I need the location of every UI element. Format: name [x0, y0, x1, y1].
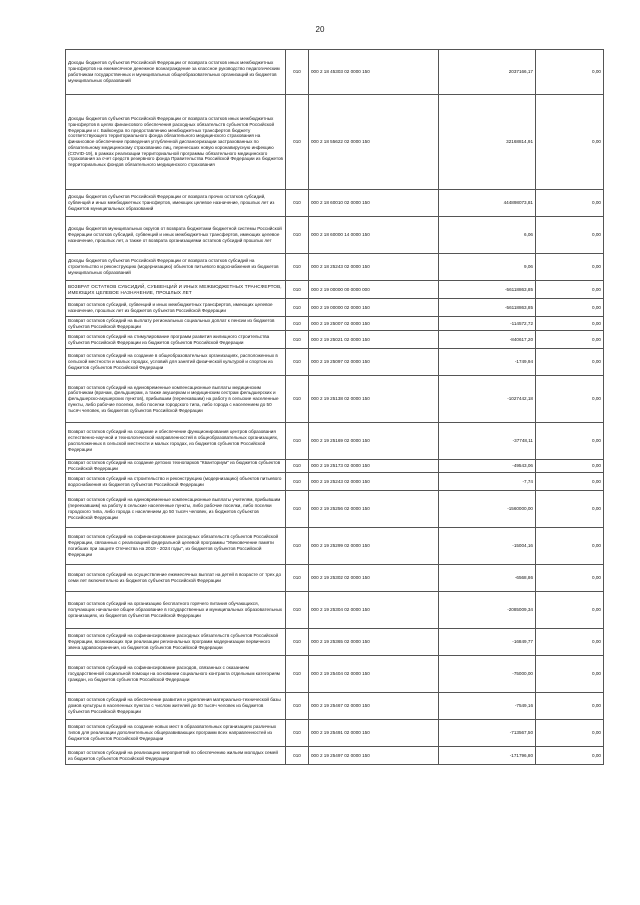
row-name-cell: Возврат остатков субсидий на создание и обеспечение функционирования центров образования естественно-научной и технологической направленностей в общеобразовательных организациях, расположенных в сельской местности и малых городах, из бюджетов субъектов Российской Федерации	[66, 423, 286, 460]
row-executed-cell: 32168814,91	[439, 95, 536, 190]
row-percent-cell: 0,00	[536, 349, 604, 376]
row-line-code-cell: 010	[286, 331, 309, 349]
row-name-cell: Доходы бюджетов субъектов Российской Федерации от возврата остатков субсидий на строительство и реконструкцию (модернизацию) объектов питьевого водоснабжения из бюджетов муниципальных образований	[66, 254, 286, 281]
row-executed-cell: 2037166,17	[439, 50, 536, 95]
row-name-cell: Возврат остатков субсидий на обеспечение развития и укрепления материально-технической базы домов культуры в населенных пунктах с числом жителей до 50 тысяч человек из бюджетов субъектов Российской Федерации	[66, 693, 286, 720]
row-line-code-cell: 010	[286, 720, 309, 747]
row-executed-cell: -1560000,00	[439, 491, 536, 528]
row-executed-cell: -114572,72	[439, 317, 536, 331]
row-line-code-cell: 010	[286, 317, 309, 331]
row-name-cell: Возврат остатков субсидий на стимулирование программ развития жилищного строительства субъектов Российской Федерации из бюджетов субъектов Российской Федерации	[66, 331, 286, 349]
row-name-cell: Возврат остатков субсидий на единовременные компенсационные выплаты учителям, прибывшим (переехавшим) на работу в сельские населенные пункты, либо рабочие поселки, либо поселки городского типа, либо города с населением до 50 тысяч человек, из бюджетов субъектов Российской Федерации	[66, 491, 286, 528]
row-line-code-cell: 010	[286, 565, 309, 592]
row-percent-cell: 0,00	[536, 281, 604, 299]
row-income-code-cell: 000 2 19 25021 02 0000 150	[309, 331, 439, 349]
row-line-code-cell: 010	[286, 95, 309, 190]
row-income-code-cell: 000 2 19 25302 02 0000 150	[309, 565, 439, 592]
row-percent-cell: 0,00	[536, 693, 604, 720]
row-income-code-cell: 000 2 18 55622 02 0000 150	[309, 95, 439, 190]
table-row	[66, 565, 604, 592]
table-row	[66, 376, 604, 423]
row-percent-cell: 0,00	[536, 190, 604, 217]
table-row	[66, 349, 604, 376]
row-executed-cell: -713567,50	[439, 720, 536, 747]
row-line-code-cell: 010	[286, 473, 309, 491]
row-percent-cell: 0,00	[536, 473, 604, 491]
table-row	[66, 331, 604, 349]
row-line-code-cell: 010	[286, 190, 309, 217]
row-percent-cell: 0,00	[536, 565, 604, 592]
row-executed-cell: -6568,86	[439, 565, 536, 592]
row-name-cell: Возврат остатков субсидий, субвенций и иных межбюджетных трансфертов, имеющих целевое назначение, прошлых лет из бюджетов субъектов Российской Федерации	[66, 299, 286, 317]
row-line-code-cell: 010	[286, 254, 309, 281]
row-income-code-cell: 000 2 19 25365 02 0000 150	[309, 629, 439, 656]
row-executed-cell: -1027442,18	[439, 376, 536, 423]
row-line-code-cell: 010	[286, 50, 309, 95]
row-percent-cell: 0,00	[536, 491, 604, 528]
row-name-cell: Возврат остатков субсидий на выплату региональных социальных доплат к пенсии из бюджетов субъектов Российской Федерации	[66, 317, 286, 331]
row-line-code-cell: 010	[286, 629, 309, 656]
table-row	[66, 217, 604, 254]
table-row	[66, 317, 604, 331]
row-line-code-cell: 010	[286, 693, 309, 720]
row-income-code-cell: 000 2 19 25404 02 0000 150	[309, 656, 439, 693]
table-row	[66, 460, 604, 473]
table-row	[66, 491, 604, 528]
row-line-code-cell: 010	[286, 299, 309, 317]
row-name-cell: Доходы бюджетов субъектов Российской Федерации от возврата остатков иных межбюджетных трансфертов в целях финансового обеспечения расходных обязательств субъектов Российской Федерации и г. Байконура по предоставлению межбюджетных трансфертов бюджету соответствующего территориального фонда обязательного медицинского страхования на финансовое обеспечение проведения углубленной диспансеризации застрахованных по обязательному медицинскому страхованию лиц, перенесших новую коронавирусную инфекцию (COVID-19), в рамках реализации территориальной программы обязательного медицинского страхования за счет средств резервного фонда Правительства Российской Федерации из бюджетов территориальных фондов обязательного медицинского страхования	[66, 95, 286, 190]
table-row	[66, 528, 604, 565]
row-percent-cell: 0,00	[536, 747, 604, 765]
row-income-code-cell: 000 2 18 25243 02 0000 150	[309, 254, 439, 281]
row-executed-cell: -16849,77	[439, 629, 536, 656]
table-row	[66, 50, 604, 95]
row-percent-cell: 0,00	[536, 376, 604, 423]
row-executed-cell: 6,06	[439, 217, 536, 254]
revenue-table	[65, 49, 604, 765]
row-income-code-cell: 000 2 19 25256 02 0000 150	[309, 491, 439, 528]
row-income-code-cell: 000 2 19 25097 02 0000 150	[309, 349, 439, 376]
row-income-code-cell: 000 2 18 60000 14 0000 150	[309, 217, 439, 254]
row-line-code-cell: 010	[286, 656, 309, 693]
row-line-code-cell: 010	[286, 217, 309, 254]
table-row	[66, 281, 604, 299]
row-line-code-cell: 010	[286, 747, 309, 765]
row-income-code-cell: 000 2 18 60010 02 0000 150	[309, 190, 439, 217]
row-executed-cell: -7549,16	[439, 693, 536, 720]
row-percent-cell: 0,00	[536, 528, 604, 565]
table-row	[66, 747, 604, 765]
row-line-code-cell: 010	[286, 592, 309, 629]
row-percent-cell: 0,00	[536, 95, 604, 190]
row-name-cell: Возврат остатков субсидий на реализацию мероприятий по обеспечению жильем молодых семей из бюджетов субъектов Российской Федерации	[66, 747, 286, 765]
row-executed-cell: -1749,94	[439, 349, 536, 376]
row-name-cell: Доходы бюджетов муниципальных округов от возврата бюджетами бюджетной системы Российской Федерации остатков субсидий, субвенций и иных межбюджетных трансфертов, имеющих целевое назначение, прошлых лет, а также от возврата организациями остатков субсидий прошлых лет	[66, 217, 286, 254]
row-name-cell: Возврат остатков субсидий на создание в общеобразовательных организациях, расположенных в сельской местности и малых городах, условий для занятий физической культурой и спортом из бюджетов субъектов Российской Федерации	[66, 349, 286, 376]
table-row	[66, 656, 604, 693]
row-percent-cell: 0,00	[536, 656, 604, 693]
row-income-code-cell: 000 2 19 25169 02 0000 150	[309, 423, 439, 460]
revenue-table-body	[66, 50, 604, 765]
row-percent-cell: 0,00	[536, 254, 604, 281]
row-name-cell: Доходы бюджетов субъектов Российской Федерации от возврата остатков иных межбюджетных трансфертов на ежемесячное денежное вознаграждение за классное руководство педагогическим работникам государственных и муниципальных общеобразовательных организаций из бюджетов муниципальных образований	[66, 50, 286, 95]
row-executed-cell: 444898073,81	[439, 190, 536, 217]
row-name-cell: ВОЗВРАТ ОСТАТКОВ СУБСИДИЙ, СУБВЕНЦИЙ И ИНЫХ МЕЖБЮДЖЕТНЫХ ТРАНСФЕРТОВ, ИМЕЮЩИХ ЦЕЛЕВОЕ НАЗНАЧЕНИЕ, ПРОШЛЫХ ЛЕТ	[66, 281, 286, 299]
row-name-cell: Возврат остатков субсидий на организацию бесплатного горячего питания обучающихся, получающих начальное общее образование в государственных и муниципальных образовательных организациях, из бюджетов субъектов Российской Федерации	[66, 592, 286, 629]
row-executed-cell: -56118863,85	[439, 299, 536, 317]
row-income-code-cell: 000 2 19 25304 02 0000 150	[309, 592, 439, 629]
row-income-code-cell: 000 2 19 25497 02 0000 150	[309, 747, 439, 765]
table-row	[66, 720, 604, 747]
row-percent-cell: 0,00	[536, 331, 604, 349]
row-percent-cell: 0,00	[536, 460, 604, 473]
row-percent-cell: 0,00	[536, 629, 604, 656]
row-executed-cell: -75000,00	[439, 656, 536, 693]
row-percent-cell: 0,00	[536, 50, 604, 95]
row-line-code-cell: 010	[286, 423, 309, 460]
row-percent-cell: 0,00	[536, 423, 604, 460]
row-executed-cell: -37748,11	[439, 423, 536, 460]
row-executed-cell: 9,06	[439, 254, 536, 281]
row-name-cell: Возврат остатков субсидий на софинансирование расходов, связанных с оказанием государственной социальной помощи на основании социального контракта отдельным категориям граждан, из бюджетов субъектов Российской Федерации	[66, 656, 286, 693]
row-percent-cell: 0,00	[536, 299, 604, 317]
row-executed-cell: -171796,80	[439, 747, 536, 765]
table-row	[66, 693, 604, 720]
table-row	[66, 473, 604, 491]
table-row	[66, 299, 604, 317]
table-row	[66, 629, 604, 656]
row-income-code-cell: 000 2 19 00000 00 0000 000	[309, 281, 439, 299]
table-row	[66, 423, 604, 460]
row-income-code-cell: 000 2 19 25007 02 0000 150	[309, 317, 439, 331]
table-row	[66, 190, 604, 217]
row-executed-cell: -840617,20	[439, 331, 536, 349]
row-income-code-cell: 000 2 19 25491 02 0000 150	[309, 720, 439, 747]
row-line-code-cell: 010	[286, 491, 309, 528]
row-line-code-cell: 010	[286, 528, 309, 565]
page-number: 20	[315, 25, 325, 34]
row-percent-cell: 0,00	[536, 217, 604, 254]
row-name-cell: Возврат остатков субсидий на софинансирование расходных обязательств субъектов Российской Федерации, связанных с реализацией федеральной целевой программы "Увековечение памяти погибших при защите Отечества на 2019 - 2024 годы", из бюджетов субъектов Российской Федерации	[66, 528, 286, 565]
row-income-code-cell: 000 2 19 25243 02 0000 150	[309, 473, 439, 491]
row-executed-cell: -2085009,34	[439, 592, 536, 629]
row-income-code-cell: 000 2 19 25467 02 0000 150	[309, 693, 439, 720]
row-name-cell: Доходы бюджетов субъектов Российской Федерации от возврата прочих остатков субсидий, субвенций и иных межбюджетных трансфертов, имеющих целевое назначение, прошлых лет из бюджетов муниципальных образований	[66, 190, 286, 217]
row-income-code-cell: 000 2 19 25138 02 0000 150	[309, 376, 439, 423]
row-line-code-cell: 010	[286, 376, 309, 423]
row-income-code-cell: 000 2 18 45303 02 0000 150	[309, 50, 439, 95]
table-row	[66, 95, 604, 190]
row-name-cell: Возврат остатков субсидий на софинансирование расходных обязательств субъектов Российской Федерации, возникающих при реализации региональных программ модернизации первичного звена здравоохранения, из бюджетов субъектов Российской Федерации	[66, 629, 286, 656]
row-percent-cell: 0,00	[536, 720, 604, 747]
row-percent-cell: 0,00	[536, 317, 604, 331]
table-row	[66, 592, 604, 629]
row-line-code-cell: 010	[286, 281, 309, 299]
row-executed-cell: -15004,16	[439, 528, 536, 565]
row-executed-cell: -56118863,85	[439, 281, 536, 299]
row-income-code-cell: 000 2 19 00000 02 0000 150	[309, 299, 439, 317]
row-executed-cell: -7,74	[439, 473, 536, 491]
row-name-cell: Возврат остатков субсидий на строительство и реконструкцию (модернизацию) объектов питьевого водоснабжения из бюджетов субъектов Российской Федерации	[66, 473, 286, 491]
row-name-cell: Возврат остатков субсидий на создание детских технопарков "Кванториум" из бюджетов субъектов Российской Федерации	[66, 460, 286, 473]
table-row	[66, 254, 604, 281]
row-line-code-cell: 010	[286, 349, 309, 376]
row-name-cell: Возврат остатков субсидий на создание новых мест в образовательных организациях различных типов для реализации дополнительных общеразвивающих программ всех направленностей из бюджетов субъектов Российской Федерации	[66, 720, 286, 747]
row-name-cell: Возврат остатков субсидий на единовременные компенсационные выплаты медицинским работникам (врачам, фельдшерам, а также акушеркам и медицинским сестрам фельдшерских и фельдшерско-акушерских пунктов), прибывшим (переехавшим) на работу в сельские населенные пункты, либо рабочие поселки, либо поселки городского типа, либо города с населением до 50 тысяч человек, из бюджетов субъектов Российской Федерации	[66, 376, 286, 423]
row-percent-cell: 0,00	[536, 592, 604, 629]
row-income-code-cell: 000 2 19 25173 02 0000 150	[309, 460, 439, 473]
row-name-cell: Возврат остатков субсидий на осуществление ежемесячных выплат на детей в возрасте от трех до семи лет включительно из бюджетов субъектов Российской Федерации	[66, 565, 286, 592]
row-executed-cell: -49543,06	[439, 460, 536, 473]
row-income-code-cell: 000 2 19 25299 02 0000 150	[309, 528, 439, 565]
row-line-code-cell: 010	[286, 460, 309, 473]
